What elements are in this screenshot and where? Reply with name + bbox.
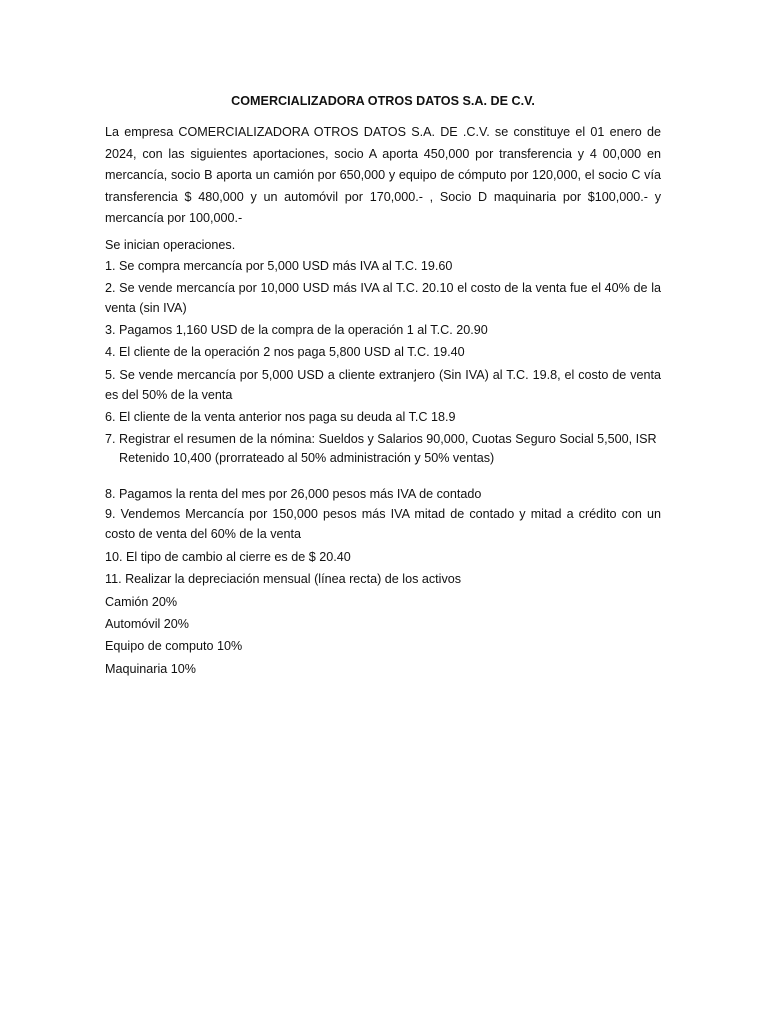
operation-item-9: 9. Vendemos Mercancía por 150,000 pesos más IVA mitad de contado y mitad a crédito con un costo de venta del 60% de la venta: [105, 507, 661, 541]
operation-item-6: 6. El cliente de la venta anterior nos paga su deuda al T.C 18.9: [105, 410, 456, 424]
asset-equipo-computo: Equipo de computo 10%: [105, 639, 243, 653]
operation-item-11: 11. Realizar la depreciación mensual (línea recta) de los activos: [105, 572, 462, 586]
operation-item-7-continued: Retenido 10,400 (prorrateado al 50% administración y 50% ventas): [119, 451, 495, 465]
intro-paragraph: La empresa COMERCIALIZADORA OTROS DATOS S.A. DE .C.V. se constituye el 01 enero de 2024, con las siguientes aportaciones, socio A aporta 450,000 por transferencia y 4 00,000 en mercancía, socio B aporta un camión por 650,000 y equipo de cómputo por 120,000, el socio C vía transferencia $ 480,000 y un automóvil por 170,000.- , Socio D maquinaria por $100,000.- y mercancía por 100,000.-: [105, 125, 661, 225]
operation-item-7: 7. Registrar el resumen de la nómina: Sueldos y Salarios 90,000, Cuotas Seguro Social 5,500, ISR: [105, 432, 657, 446]
operation-item-3: 3. Pagamos 1,160 USD de la compra de la operación 1 al T.C. 20.90: [105, 323, 488, 337]
operation-item-8: 8. Pagamos la renta del mes por 26,000 pesos más IVA de contado: [105, 487, 482, 501]
operation-item-4: 4. El cliente de la operación 2 nos paga 5,800 USD al T.C. 19.40: [105, 345, 465, 359]
asset-camion: Camión 20%: [105, 595, 178, 609]
operation-item-5: 5. Se vende mercancía por 5,000 USD a cliente extranjero (Sin IVA) al T.C. 19.8, el costo de venta es del 50% de la venta: [105, 368, 661, 402]
asset-maquinaria: Maquinaria 10%: [105, 662, 197, 676]
operation-item-10: 10. El tipo de cambio al cierre es de $ 20.40: [105, 550, 351, 564]
operations-heading: Se inician operaciones.: [105, 238, 236, 252]
operation-item-1: 1. Se compra mercancía por 5,000 USD más IVA al T.C. 19.60: [105, 259, 453, 273]
operation-item-2: 2. Se vende mercancía por 10,000 USD más IVA al T.C. 20.10 el costo de la venta fue el 40% de la venta (sin IVA): [105, 281, 661, 315]
asset-automovil: Automóvil 20%: [105, 617, 189, 631]
document-title: COMERCIALIZADORA OTROS DATOS S.A. DE C.V.: [231, 94, 535, 108]
